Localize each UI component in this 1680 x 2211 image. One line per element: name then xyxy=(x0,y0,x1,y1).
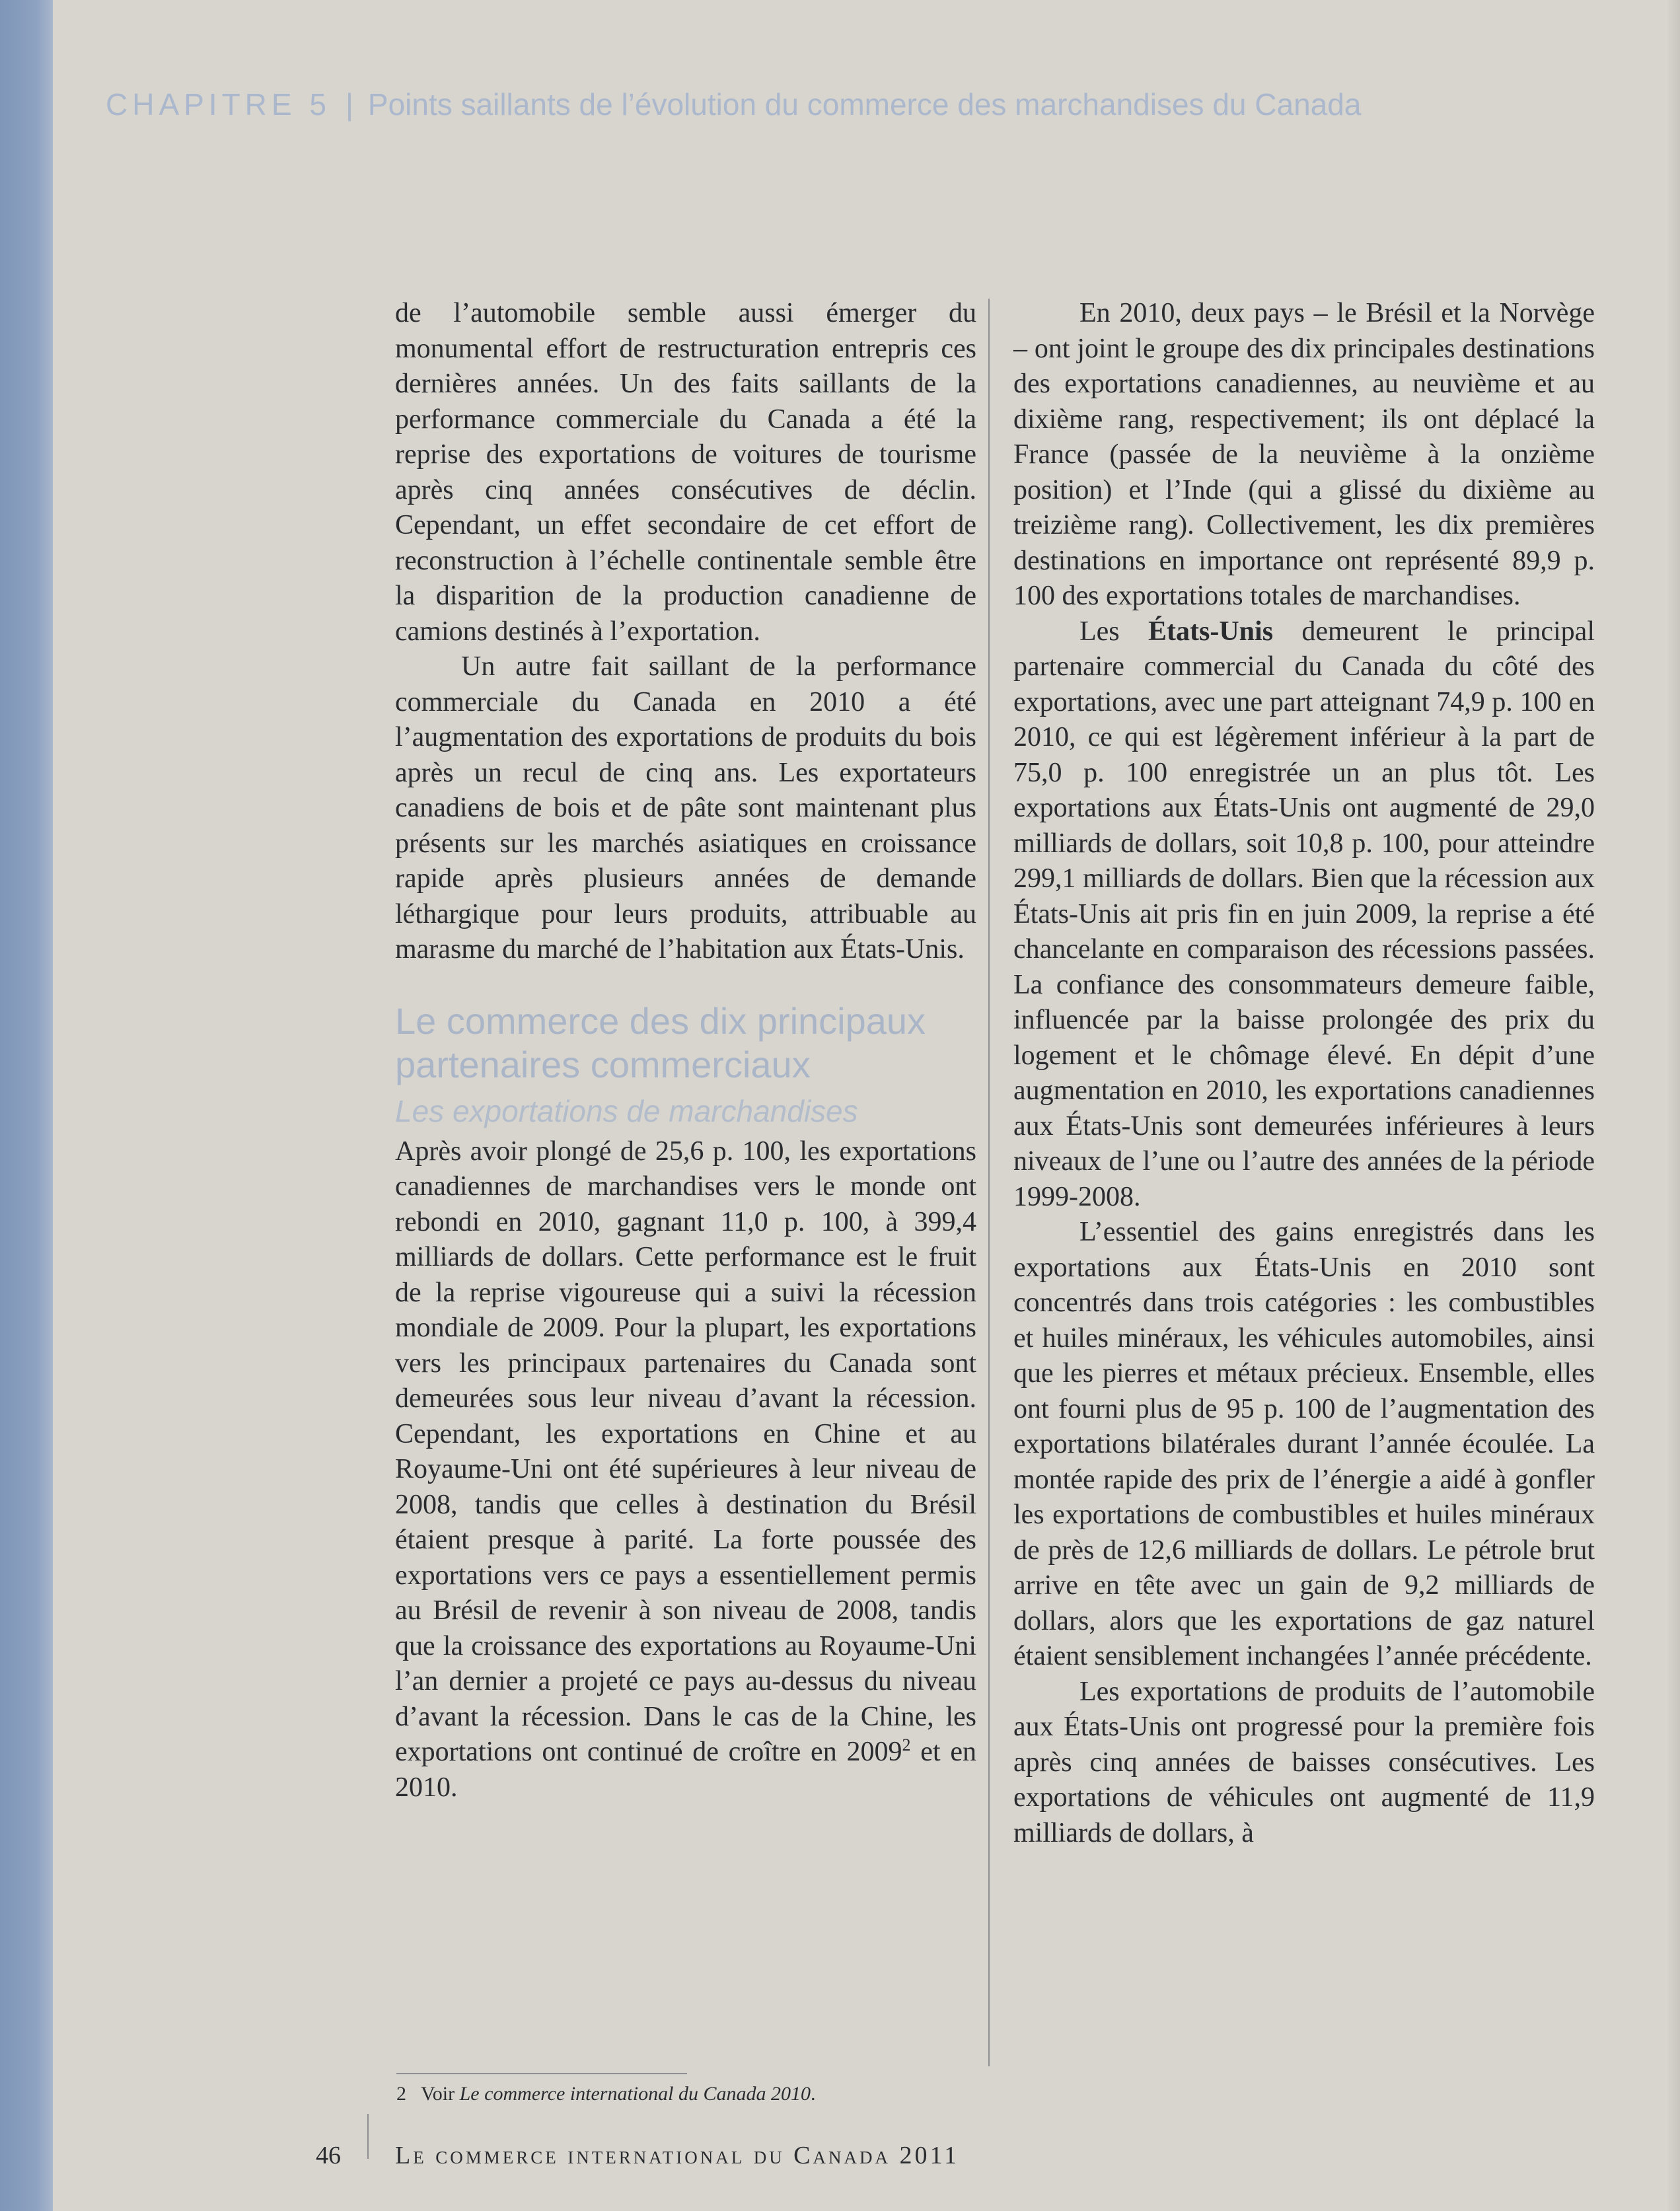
page-left-color-band xyxy=(0,0,53,2211)
sub-heading: Les exportations de marchandises xyxy=(395,1093,858,1128)
right-paragraph-3: L’essentiel des gains enregistrés dans les exportations aux États-Unis en 2010 sont concentrés dans trois catégories : les combustibles et huiles minéraux, les véhicules automobiles, ainsi que les pierres et métaux précieux. Ensemble, elles ont fourni plus de 95 p. 100 de l’augmentation des exportations bilatérales durant l’année écoulée. La montée rapide des prix de l’énergie a aidé à gonfler les exportations de combustibles et huiles minéraux de près de 12,6 milliards de dollars. Le pétrole brut arrive en tête avec un gain de 9,2 milliards de dollars, alors que les exportations de gaz naturel étaient sensiblement inchangées l’année précédente. xyxy=(1013,1217,1595,1671)
section-heading: Le commerce des dix principaux partenaires commerciaux xyxy=(395,999,926,1085)
emphasis-united-states: États-Unis xyxy=(1148,616,1274,647)
left-paragraph-1: de l’automobile semble aussi émerger du monumental effort de restructuration entrepris ces dernières années. Un des faits saillants de la performance commerciale du Canada a été la reprise des exportations de voitures de tourisme après cinq années consécutives de déclin. Cependant, un effet secondaire de cet effort de reconstruction à l’échelle continentale semble être la disparition de la production canadienne de camions destinés à l’exportation. xyxy=(395,298,976,647)
column-divider xyxy=(988,299,990,2066)
footnote-title: Le commerce international du Canada 2010 xyxy=(459,2083,811,2105)
right-paragraph-2-lead: Les xyxy=(1079,616,1149,647)
chapter-label: CHAPITRE 5 xyxy=(106,87,331,122)
left-paragraph-3-end: et en 2010. xyxy=(395,1737,976,1803)
right-paragraph-2-body: demeurent le principal partenaire commercial du Canada du côté des exportations, avec une part atteignant 74,9 p. 100 en 2010, ce qui est légèrement inférieur à la part de 75,0 p. 100 enregistrée un an plus tôt. Les exportations aux États-Unis ont augmenté de 29,0 milliards de dollars, soit 10,8 p. 100, pour atteindre 299,1 milliards de dollars. Bien que la récession aux États-Unis ait pris fin en juin 2009, la reprise a été chancelante en comparaison des récessions passées. La confiance des consommateurs demeure faible, influencée par la baisse prolongée des prix du logement et le chômage élevé. En dépit d’une augmentation en 2010, les exportations canadiennes aux États-Unis sont demeurées inférieures à leurs niveaux de l’une ou l’autre des années de la période 1999-2008. xyxy=(1013,616,1595,1212)
page-right-edge xyxy=(1668,0,1680,2211)
right-column xyxy=(1013,296,1595,1851)
footnote-reference[interactable]: 2 xyxy=(902,1735,911,1755)
header-separator: | xyxy=(345,87,353,122)
left-paragraph-2: Un autre fait saillant de la performance commerciale du Canada en 2010 a été l’augmentation des exportations de produits du bois après un recul de cinq ans. Les exportateurs canadiens de bois et de pâte sont maintenant plus présents sur les marchés asiatiques en croissance rapide après plusieurs années de demande léthargique pour leurs produits, attribuable au marasme du marché de l’habitation aux États-Unis. xyxy=(395,651,976,964)
chapter-title: Points saillants de l’évolution du commerce des marchandises du Canada xyxy=(367,87,1362,122)
left-paragraph-3-year: 2009 xyxy=(846,1737,902,1767)
footnote-lead: Voir xyxy=(421,2083,460,2105)
chapter-header xyxy=(106,85,1625,124)
running-footer: Le commerce international du Canada 2011 xyxy=(395,2142,960,2169)
left-paragraph-3 xyxy=(395,1134,976,1806)
footnote-end: . xyxy=(810,2083,816,2105)
right-paragraph-1: En 2010, deux pays – le Brésil et la Norvège – ont joint le groupe des dix principales destinations des exportations canadiennes, au neuvième et au dixième rang, respectivement; ils ont déplacé la France (passée de la neuvième à la onzième position) et l’Inde (qui a glissé du dixième au treizième rang). Collectivement, les dix premières destinations en importance ont représenté 89,9 p. 100 des exportations totales de marchandises. xyxy=(1013,298,1595,611)
left-column xyxy=(395,296,976,1805)
footnote xyxy=(396,2082,815,2106)
footnote-rule xyxy=(396,2073,687,2074)
footnote-number: 2 xyxy=(396,2083,406,2105)
right-paragraph-4: Les exportations de produits de l’automobile aux États-Unis ont progressé pour la première fois après cinq années de baisses consécutives. Les exportations de véhicules ont augmenté de 11,9 milliards de dollars, à xyxy=(1013,1676,1595,1848)
page-number: 46 xyxy=(316,2142,341,2169)
right-paragraph-2 xyxy=(1013,614,1595,1215)
footer-rule xyxy=(367,2114,369,2159)
left-paragraph-3-body: Après avoir plongé de 25,6 p. 100, les exportations canadiennes de marchandises vers le monde ont rebondi en 2010, gagnant 11,0 p. 100, à 399,4 milliards de dollars. Cette performance est le fruit de la reprise vigoureuse qui a suivi la récession mondiale de 2009. Pour la plupart, les exportations vers les principaux partenaires du Canada sont demeurées sous leur niveau d’avant la récession. Cependant, les exportations en Chine et au Royaume-Uni ont été supérieures à leur niveau de 2008, tandis que celles à destination du Brésil étaient presque à parité. La forte poussée des exportations vers ce pays a essentiellement permis au Brésil de revenir à son niveau de 2008, tandis que la croissance des exportations au Royaume-Uni l’an dernier a projeté ce pays au-dessus du niveau d’avant la récession. Dans le cas de la Chine, les exportations ont continué de croître en xyxy=(395,1136,976,1767)
